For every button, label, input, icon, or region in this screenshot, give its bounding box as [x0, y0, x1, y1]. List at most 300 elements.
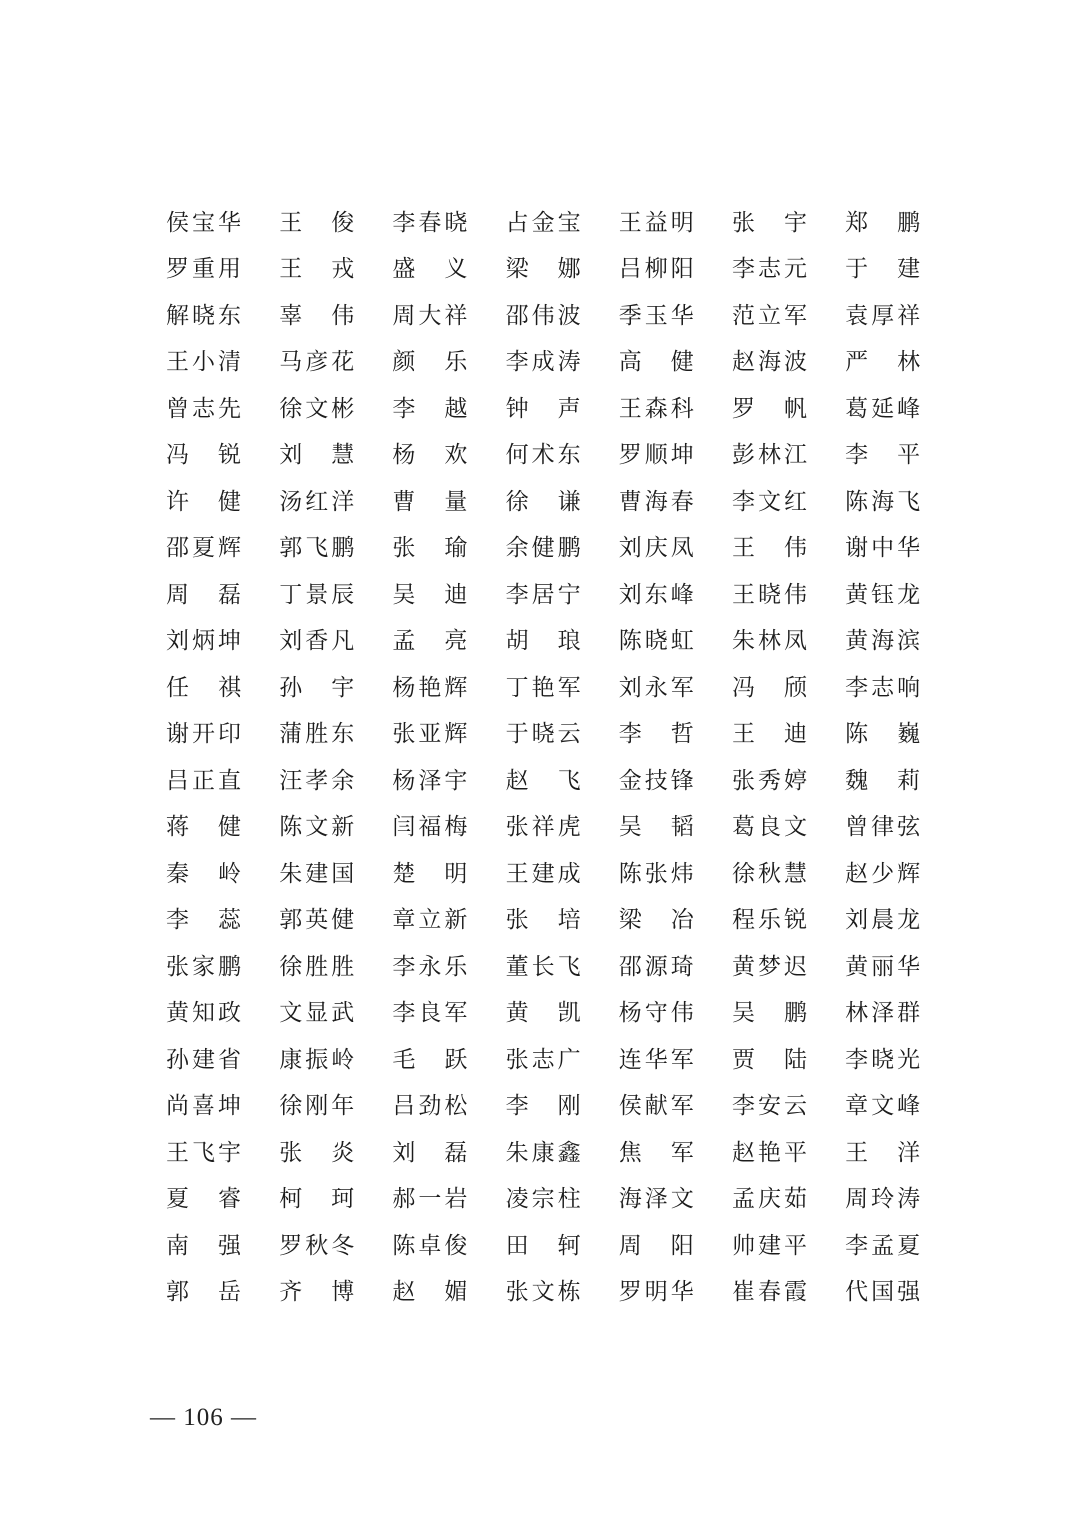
- name-cell: [279, 669, 354, 702]
- person-name: 李 良 军: [392, 1000, 468, 1027]
- person-name: 许 健: [166, 488, 241, 515]
- name-cell: [166, 762, 241, 795]
- person-name: 陈 文 新: [279, 814, 355, 841]
- person-name: 金 技 锋: [618, 767, 694, 794]
- person-name: 曾 律 弦: [845, 814, 921, 841]
- name-cell: [619, 1227, 694, 1260]
- person-name: 高 健: [618, 349, 694, 376]
- person-name: 郑 鹏: [845, 209, 921, 236]
- person-name: 梁 冶: [618, 907, 694, 934]
- name-cell: [166, 343, 241, 376]
- name-cell: [619, 715, 694, 748]
- name-cell: [732, 1180, 807, 1213]
- name-cell: [392, 715, 467, 748]
- person-name: 徐 文 彬: [279, 395, 355, 422]
- person-name: 吕 柳 阳: [618, 256, 694, 283]
- person-name: 黄 凯: [505, 1000, 581, 1027]
- name-cell: [619, 297, 694, 330]
- person-name: 董 长 飞: [505, 953, 581, 980]
- person-name: 于 晓 云: [505, 721, 581, 748]
- name-cell: [506, 715, 581, 748]
- person-name: 葛 延 峰: [845, 395, 921, 422]
- person-name: 连 华 军: [618, 1046, 694, 1073]
- name-cell: [166, 1134, 241, 1167]
- name-cell: [166, 297, 241, 330]
- person-name: 梁 娜: [505, 256, 581, 283]
- person-name: 王 飞 宇: [166, 1139, 241, 1166]
- person-name: 于 建: [845, 256, 921, 283]
- person-name: 程 乐 锐: [731, 907, 807, 934]
- name-cell: [732, 1134, 807, 1167]
- name-cell: [166, 1041, 241, 1074]
- name-cell: [506, 901, 581, 934]
- person-name: 王 建 成: [505, 860, 581, 887]
- name-row: [166, 523, 926, 570]
- person-name: 马 彦 花: [279, 349, 355, 376]
- name-cell: [166, 529, 241, 562]
- person-name: 李 居 宁: [505, 581, 581, 608]
- name-cell: [279, 1227, 354, 1260]
- person-name: 张 炎: [279, 1139, 355, 1166]
- person-name: 李 晓 光: [845, 1046, 921, 1073]
- person-name: 葛 良 文: [731, 814, 807, 841]
- name-cell: [166, 994, 241, 1027]
- name-row: [166, 476, 926, 523]
- person-name: 凌 宗 柱: [505, 1186, 581, 1213]
- name-cell: [506, 343, 581, 376]
- name-row: [166, 1081, 926, 1128]
- name-row: [166, 941, 926, 988]
- person-name: 汪 孝 余: [279, 767, 355, 794]
- name-cell: [392, 994, 467, 1027]
- name-cell: [619, 529, 694, 562]
- person-name: 刘 庆 凤: [618, 535, 694, 562]
- person-name: 冯 锐: [166, 442, 241, 469]
- person-name: 吴 迪: [392, 581, 468, 608]
- person-name: 赵 海 波: [731, 349, 807, 376]
- person-name: 彭 林 江: [731, 442, 807, 469]
- person-name: 陈 晓 虹: [618, 628, 694, 655]
- person-name: 李 刚: [505, 1093, 581, 1120]
- name-cell: [845, 436, 920, 469]
- person-name: 胡 琅: [505, 628, 581, 655]
- name-cell: [845, 297, 920, 330]
- person-name: 夏 睿: [166, 1186, 241, 1213]
- name-cell: [845, 669, 920, 702]
- name-cell: [845, 1087, 920, 1120]
- name-row: [166, 1267, 926, 1314]
- person-name: 侯 献 军: [618, 1093, 694, 1120]
- name-cell: [166, 390, 241, 423]
- person-name: 代 国 强: [845, 1279, 921, 1306]
- name-row: [166, 662, 926, 709]
- name-cell: [845, 1180, 920, 1213]
- name-cell: [506, 669, 581, 702]
- person-name: 崔 春 霞: [731, 1279, 807, 1306]
- name-cell: [845, 576, 920, 609]
- name-cell: [392, 948, 467, 981]
- page-number: — 106 —: [150, 1404, 257, 1431]
- name-cell: [392, 669, 467, 702]
- person-name: 章 文 峰: [845, 1093, 921, 1120]
- person-name: 钟 声: [505, 395, 581, 422]
- name-cell: [732, 669, 807, 702]
- name-cell: [845, 855, 920, 888]
- person-name: 吴 韬: [618, 814, 694, 841]
- name-cell: [845, 250, 920, 283]
- person-name: 张 祥 虎: [505, 814, 581, 841]
- name-cell: [506, 948, 581, 981]
- person-name: 李 春 晓: [392, 209, 468, 236]
- name-cell: [619, 436, 694, 469]
- name-cell: [506, 855, 581, 888]
- name-cell: [506, 994, 581, 1027]
- person-name: 陈 巍: [845, 721, 921, 748]
- name-cell: [279, 762, 354, 795]
- person-name: 田 轲: [505, 1232, 581, 1259]
- name-cell: [279, 901, 354, 934]
- person-name: 郭 英 健: [279, 907, 355, 934]
- name-cell: [279, 436, 354, 469]
- person-name: 邵 夏 辉: [166, 535, 241, 562]
- name-cell: [392, 1134, 467, 1167]
- name-cell: [506, 1041, 581, 1074]
- name-cell: [166, 576, 241, 609]
- name-cell: [392, 855, 467, 888]
- name-cell: [845, 994, 920, 1027]
- person-name: 王 俊: [279, 209, 355, 236]
- name-cell: [845, 529, 920, 562]
- person-name: 张 家 鹏: [166, 953, 241, 980]
- name-cell: [392, 808, 467, 841]
- person-name: 汤 红 洋: [279, 488, 355, 515]
- person-name: 朱 建 国: [279, 860, 355, 887]
- person-name: 章 立 新: [392, 907, 468, 934]
- name-cell: [392, 1041, 467, 1074]
- person-name: 罗 明 华: [618, 1279, 694, 1306]
- person-name: 罗 帆: [731, 395, 807, 422]
- person-name: 刘 磊: [392, 1139, 468, 1166]
- name-cell: [732, 855, 807, 888]
- person-name: 张 文 栋: [505, 1279, 581, 1306]
- name-cell: [506, 1134, 581, 1167]
- name-cell: [845, 901, 920, 934]
- person-name: 毛 跃: [392, 1046, 468, 1073]
- person-name: 罗 重 用: [166, 256, 241, 283]
- person-name: 余 健 鹏: [505, 535, 581, 562]
- name-cell: [845, 390, 920, 423]
- name-cell: [845, 1273, 920, 1306]
- name-row: [166, 290, 926, 337]
- person-name: 王 晓 伟: [731, 581, 807, 608]
- person-name: 刘 永 军: [618, 674, 694, 701]
- name-cell: [845, 1227, 920, 1260]
- person-name: 刘 香 凡: [279, 628, 355, 655]
- person-name: 朱 康 鑫: [505, 1139, 581, 1166]
- person-name: 陈 海 飞: [845, 488, 921, 515]
- name-cell: [506, 436, 581, 469]
- person-name: 王 洋: [845, 1139, 921, 1166]
- person-name: 冯 颀: [731, 674, 807, 701]
- person-name: 罗 顺 坤: [618, 442, 694, 469]
- person-name: 杨 欢: [392, 442, 468, 469]
- person-name: 丁 景 辰: [279, 581, 355, 608]
- person-name: 黄 知 政: [166, 1000, 241, 1027]
- person-name: 周 磊: [166, 581, 241, 608]
- person-name: 郭 岳: [166, 1279, 241, 1306]
- person-name: 徐 谦: [505, 488, 581, 515]
- person-name: 严 林: [845, 349, 921, 376]
- person-name: 贾 陆: [731, 1046, 807, 1073]
- person-name: 魏 莉: [845, 767, 921, 794]
- name-cell: [166, 855, 241, 888]
- person-name: 李 越: [392, 395, 468, 422]
- name-cell: [619, 1087, 694, 1120]
- name-cell: [845, 808, 920, 841]
- person-name: 谢 中 华: [845, 535, 921, 562]
- name-cell: [732, 576, 807, 609]
- name-cell: [392, 204, 467, 237]
- person-name: 齐 博: [279, 1279, 355, 1306]
- person-name: 刘 晨 龙: [845, 907, 921, 934]
- name-cell: [732, 1227, 807, 1260]
- person-name: 王 益 明: [618, 209, 694, 236]
- person-name: 刘 慧: [279, 442, 355, 469]
- person-name: 刘 东 峰: [618, 581, 694, 608]
- name-cell: [392, 576, 467, 609]
- name-cell: [506, 762, 581, 795]
- person-name: 周 阳: [618, 1232, 694, 1259]
- name-cell: [506, 1087, 581, 1120]
- name-cell: [279, 297, 354, 330]
- name-row: [166, 569, 926, 616]
- person-name: 李 平: [845, 442, 921, 469]
- person-name: 蒲 胜 东: [279, 721, 355, 748]
- person-name: 丁 艳 军: [505, 674, 581, 701]
- name-cell: [279, 1273, 354, 1306]
- name-cell: [166, 1273, 241, 1306]
- name-cell: [619, 390, 694, 423]
- person-name: 周 大 祥: [392, 302, 468, 329]
- person-name: 赵 媚: [392, 1279, 468, 1306]
- person-name: 袁 厚 祥: [845, 302, 921, 329]
- name-cell: [506, 1273, 581, 1306]
- name-cell: [732, 994, 807, 1027]
- person-name: 王 森 科: [618, 395, 694, 422]
- name-cell: [279, 994, 354, 1027]
- person-name: 徐 胜 胜: [279, 953, 355, 980]
- person-name: 郭 飞 鹏: [279, 535, 355, 562]
- name-cell: [166, 948, 241, 981]
- person-name: 孙 建 省: [166, 1046, 241, 1073]
- name-row: [166, 848, 926, 895]
- name-cell: [166, 1087, 241, 1120]
- person-name: 盛 义: [392, 256, 468, 283]
- name-cell: [166, 1180, 241, 1213]
- name-row: [166, 755, 926, 802]
- name-cell: [166, 622, 241, 655]
- name-cell: [392, 762, 467, 795]
- person-name: 郝 一 岩: [392, 1186, 468, 1213]
- name-cell: [619, 1273, 694, 1306]
- name-row: [166, 1220, 926, 1267]
- name-cell: [619, 948, 694, 981]
- name-cell: [279, 855, 354, 888]
- name-cell: [619, 343, 694, 376]
- name-cell: [619, 1134, 694, 1167]
- name-cell: [392, 250, 467, 283]
- person-name: 海 泽 文: [618, 1186, 694, 1213]
- name-cell: [506, 483, 581, 516]
- name-row: [166, 802, 926, 849]
- name-cell: [279, 250, 354, 283]
- name-cell: [392, 622, 467, 655]
- person-name: 张 秀 婷: [731, 767, 807, 794]
- name-cell: [732, 715, 807, 748]
- name-cell: [506, 204, 581, 237]
- person-name: 尚 喜 坤: [166, 1093, 241, 1120]
- name-row: [166, 616, 926, 663]
- person-name: 黄 丽 华: [845, 953, 921, 980]
- name-cell: [845, 483, 920, 516]
- name-row: [166, 430, 926, 477]
- person-name: 罗 秋 冬: [279, 1232, 355, 1259]
- name-cell: [619, 994, 694, 1027]
- person-name: 王 迪: [731, 721, 807, 748]
- name-cell: [392, 483, 467, 516]
- name-cell: [392, 1227, 467, 1260]
- name-cell: [392, 529, 467, 562]
- person-name: 张 瑜: [392, 535, 468, 562]
- name-cell: [845, 204, 920, 237]
- name-cell: [506, 576, 581, 609]
- name-cell: [732, 901, 807, 934]
- name-list: [166, 197, 926, 1313]
- person-name: 赵 飞: [505, 767, 581, 794]
- person-name: 赵 少 辉: [845, 860, 921, 887]
- person-name: 陈 张 炜: [618, 860, 694, 887]
- name-cell: [392, 1273, 467, 1306]
- name-cell: [619, 1180, 694, 1213]
- name-cell: [619, 204, 694, 237]
- name-cell: [166, 483, 241, 516]
- name-cell: [619, 1041, 694, 1074]
- person-name: 范 立 军: [731, 302, 807, 329]
- name-cell: [619, 622, 694, 655]
- person-name: 占 金 宝: [505, 209, 581, 236]
- person-name: 孟 庆 茹: [731, 1186, 807, 1213]
- name-row: [166, 1174, 926, 1221]
- name-cell: [619, 855, 694, 888]
- name-cell: [619, 762, 694, 795]
- person-name: 秦 岭: [166, 860, 241, 887]
- name-cell: [732, 622, 807, 655]
- name-cell: [732, 808, 807, 841]
- name-cell: [279, 948, 354, 981]
- person-name: 辜 伟: [279, 302, 355, 329]
- name-cell: [392, 1180, 467, 1213]
- person-name: 吕 正 直: [166, 767, 241, 794]
- person-name: 黄 梦 迟: [731, 953, 807, 980]
- person-name: 王 戎: [279, 256, 355, 283]
- name-cell: [845, 762, 920, 795]
- name-row: [166, 1127, 926, 1174]
- name-cell: [166, 715, 241, 748]
- name-cell: [845, 715, 920, 748]
- person-name: 文 显 武: [279, 1000, 355, 1027]
- name-cell: [166, 204, 241, 237]
- person-name: 杨 守 伟: [618, 1000, 694, 1027]
- person-name: 柯 珂: [279, 1186, 355, 1213]
- name-cell: [279, 1041, 354, 1074]
- person-name: 任 祺: [166, 674, 241, 701]
- person-name: 李 志 元: [731, 256, 807, 283]
- name-cell: [845, 948, 920, 981]
- person-name: 李 成 涛: [505, 349, 581, 376]
- person-name: 张 培: [505, 907, 581, 934]
- name-row: [166, 988, 926, 1035]
- person-name: 曹 量: [392, 488, 468, 515]
- person-name: 李 文 红: [731, 488, 807, 515]
- person-name: 侯 宝 华: [166, 209, 241, 236]
- name-cell: [166, 1227, 241, 1260]
- name-cell: [732, 1273, 807, 1306]
- person-name: 焦 军: [618, 1139, 694, 1166]
- name-cell: [279, 529, 354, 562]
- name-cell: [732, 1041, 807, 1074]
- person-name: 孟 亮: [392, 628, 468, 655]
- name-cell: [732, 204, 807, 237]
- person-name: 邵 源 琦: [618, 953, 694, 980]
- person-name: 解 晓 东: [166, 302, 241, 329]
- name-cell: [619, 669, 694, 702]
- person-name: 张 志 广: [505, 1046, 581, 1073]
- person-name: 闫 福 梅: [392, 814, 468, 841]
- name-cell: [732, 1087, 807, 1120]
- name-cell: [392, 390, 467, 423]
- name-cell: [279, 1087, 354, 1120]
- person-name: 蒋 健: [166, 814, 241, 841]
- person-name: 王 小 清: [166, 349, 241, 376]
- person-name: 孙 宇: [279, 674, 355, 701]
- name-cell: [279, 483, 354, 516]
- name-cell: [619, 483, 694, 516]
- name-row: [166, 383, 926, 430]
- name-cell: [392, 436, 467, 469]
- person-name: 林 泽 群: [845, 1000, 921, 1027]
- name-cell: [392, 1087, 467, 1120]
- name-cell: [506, 1180, 581, 1213]
- name-cell: [732, 762, 807, 795]
- person-name: 周 玲 涛: [845, 1186, 921, 1213]
- person-name: 何 术 东: [505, 442, 581, 469]
- person-name: 徐 秋 慧: [731, 860, 807, 887]
- person-name: 张 亚 辉: [392, 721, 468, 748]
- person-name: 黄 钰 龙: [845, 581, 921, 608]
- name-cell: [732, 250, 807, 283]
- name-cell: [732, 297, 807, 330]
- name-cell: [166, 250, 241, 283]
- person-name: 李 安 云: [731, 1093, 807, 1120]
- name-cell: [619, 576, 694, 609]
- name-cell: [619, 808, 694, 841]
- person-name: 李 蕊: [166, 907, 241, 934]
- name-cell: [279, 1134, 354, 1167]
- name-cell: [506, 390, 581, 423]
- person-name: 李 永 乐: [392, 953, 468, 980]
- name-row: [166, 337, 926, 384]
- name-cell: [392, 901, 467, 934]
